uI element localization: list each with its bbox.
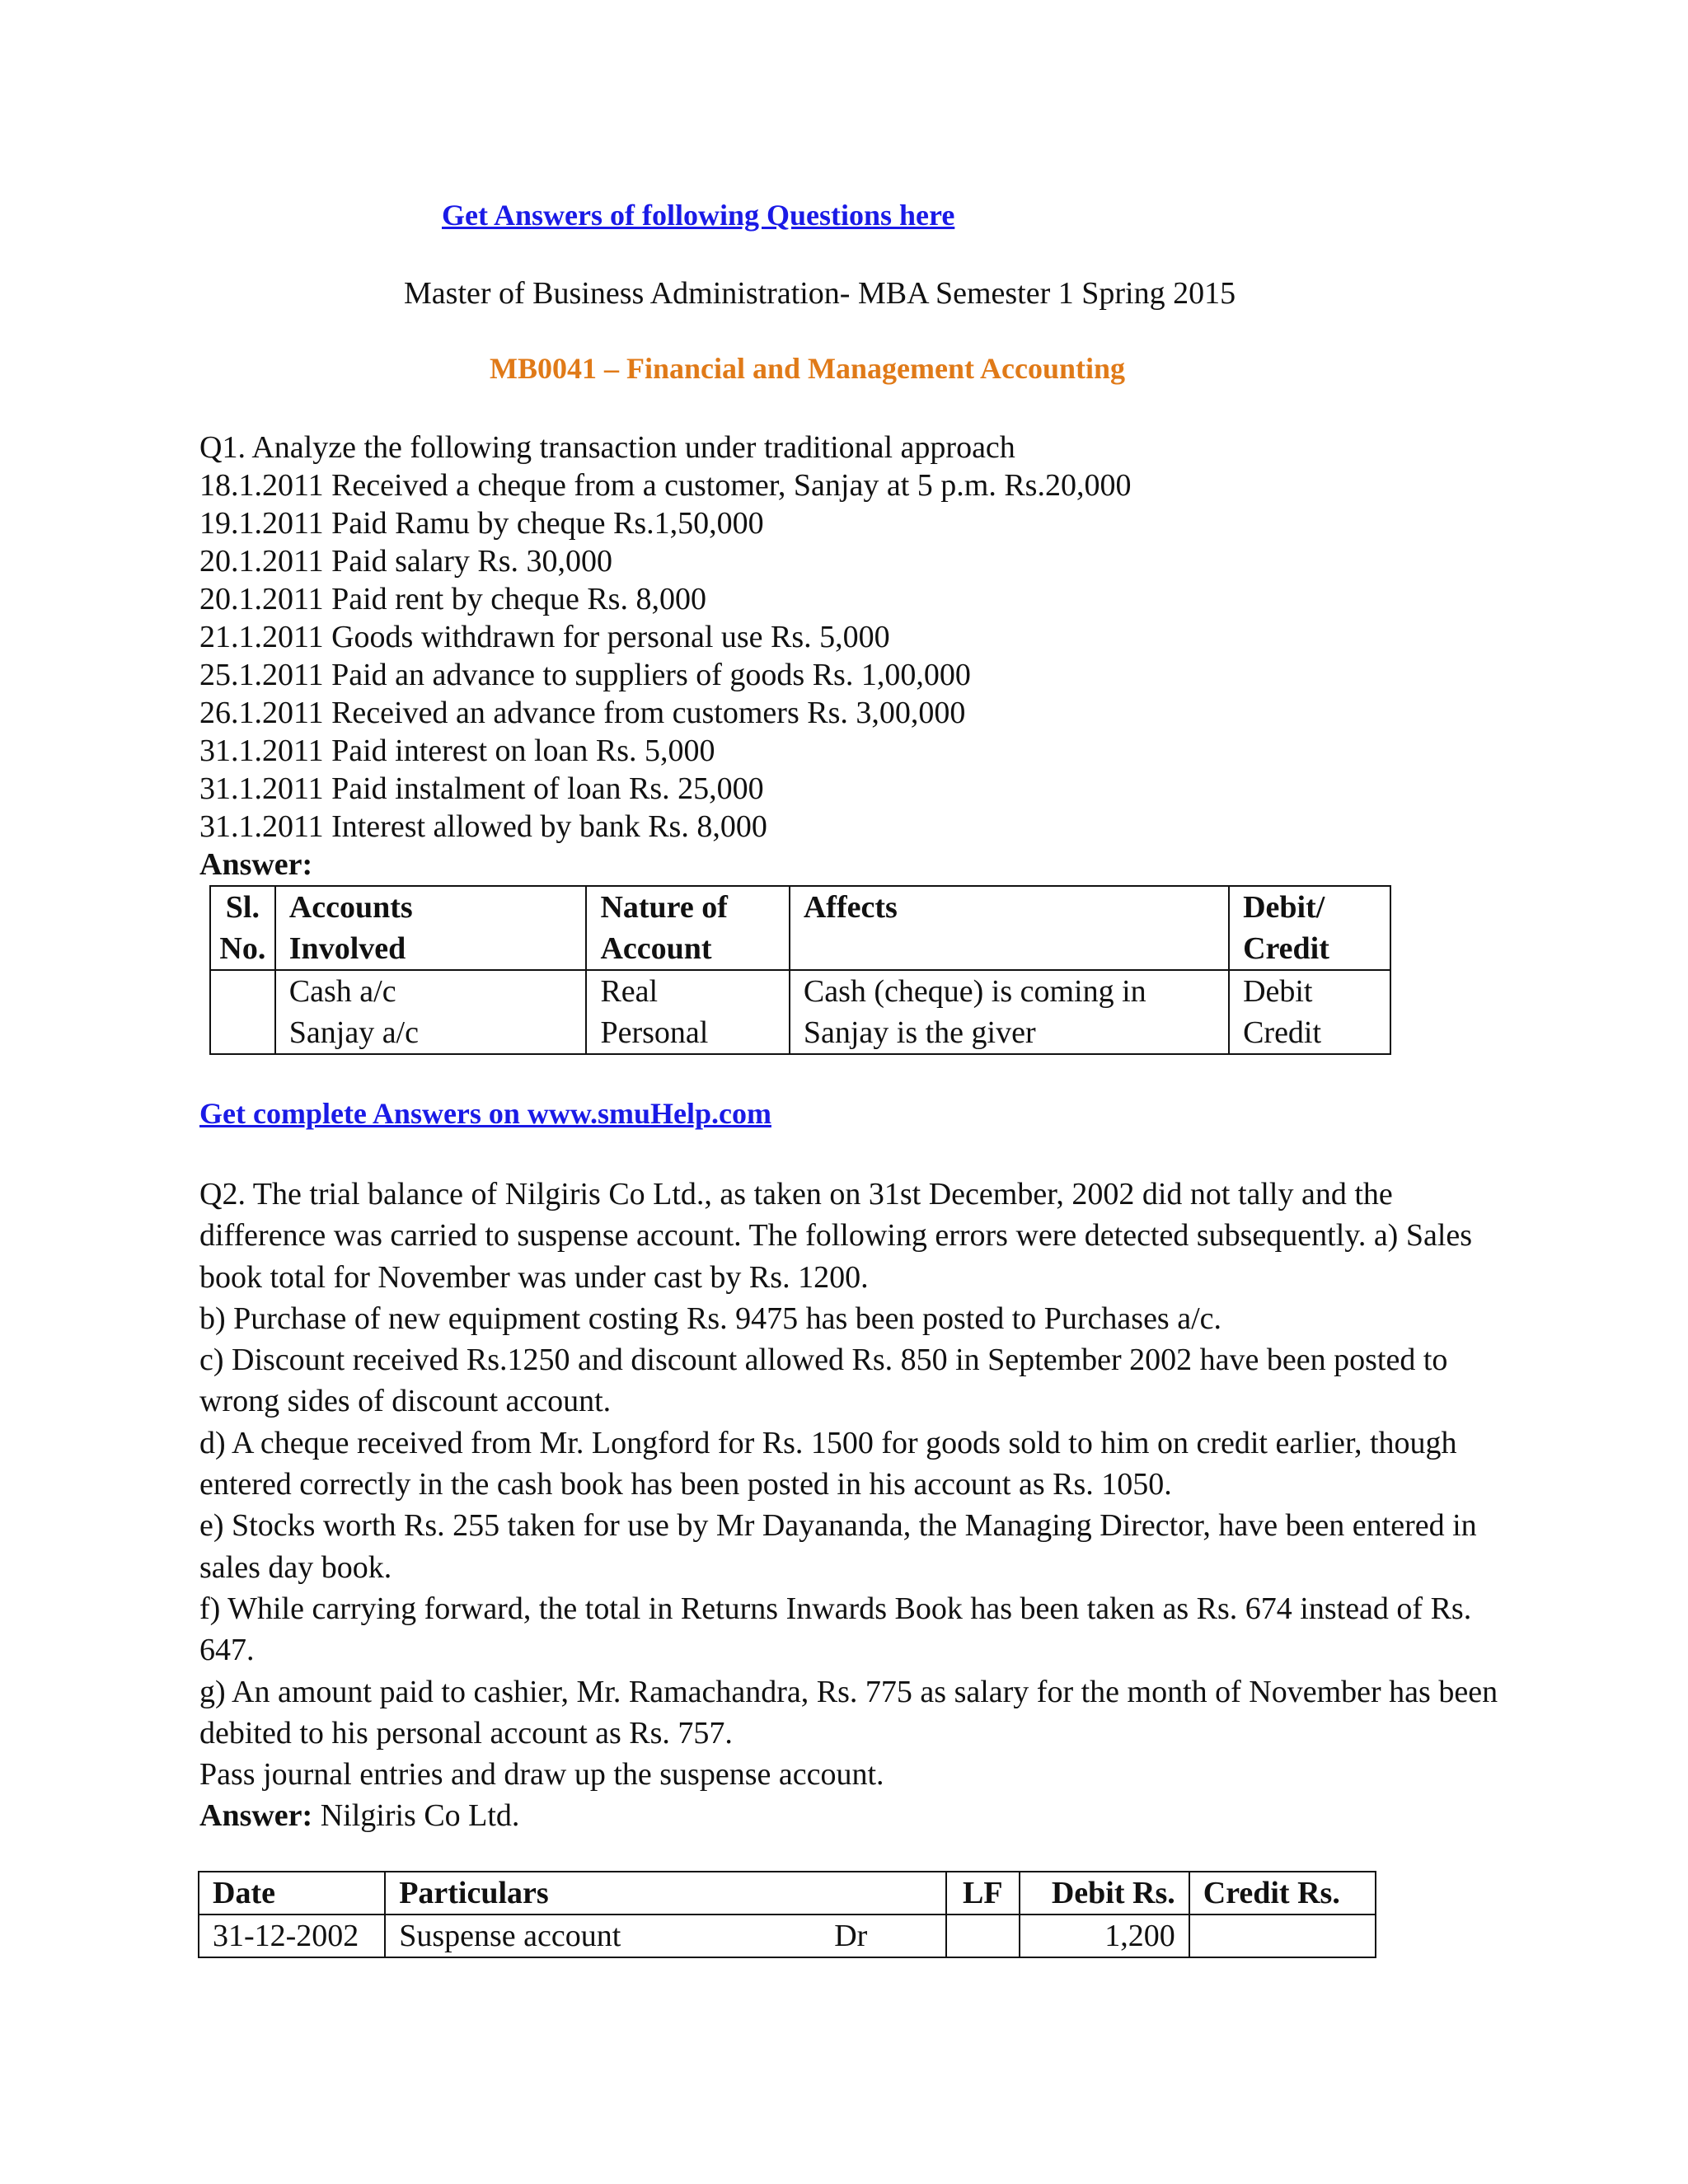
- cell-lf: [946, 1915, 1020, 1957]
- q2-answer-text: Nilgiris Co Ltd.: [312, 1798, 520, 1834]
- header-date: Date: [199, 1872, 385, 1915]
- table-row: [210, 970, 1390, 1054]
- q1-line: 31.1.2011 Interest allowed by bank Rs. 8,000: [199, 809, 767, 844]
- cell-accounts: Cash a/c Sanjay a/c: [275, 970, 587, 1054]
- cell-credit: [1189, 1915, 1376, 1957]
- header-credit: Credit Rs.: [1189, 1872, 1376, 1915]
- journal-table: [198, 1871, 1376, 1958]
- q2-paragraph: Pass journal entries and draw up the suspense account.: [199, 1757, 884, 1793]
- q1-line: Q1. Analyze the following transaction under traditional approach: [199, 430, 1015, 465]
- cell-date: 31-12-2002: [199, 1915, 385, 1957]
- q1-answer-label: Answer:: [199, 847, 313, 882]
- header-affects: Affects: [790, 886, 1229, 970]
- q1-line: 19.1.2011 Paid Ramu by cheque Rs.1,50,000: [199, 506, 764, 541]
- question-1: [199, 429, 1131, 883]
- q2-paragraph: g) An amount paid to cashier, Mr. Ramachandra, Rs. 775 as salary for the month of November has been debited to his personal account as Rs. 757.: [199, 1674, 1498, 1750]
- q1-answer-table: [209, 885, 1391, 1055]
- table-row: [199, 1915, 1376, 1957]
- particulars-text: Suspense account: [399, 1919, 621, 1953]
- header-debit-credit: Debit/ Credit: [1229, 886, 1390, 970]
- complete-answers-link[interactable]: Get complete Answers on www.smuHelp.com: [199, 1097, 771, 1130]
- q1-line: 20.1.2011 Paid rent by cheque Rs. 8,000: [199, 582, 706, 616]
- q1-line: 31.1.2011 Paid instalment of loan Rs. 25,000: [199, 771, 764, 806]
- header-accounts-involved: Accounts Involved: [275, 886, 587, 970]
- q1-line: 18.1.2011 Received a cheque from a customer, Sanjay at 5 p.m. Rs.20,000: [199, 468, 1132, 503]
- question-2: [199, 1174, 1502, 1837]
- q2-answer: [199, 1795, 1502, 1836]
- q2-paragraph: f) While carrying forward, the total in Returns Inwards Book has been taken as Rs. 674 instead of Rs. 647.: [199, 1591, 1472, 1668]
- get-answers-link[interactable]: Get Answers of following Questions here: [442, 199, 955, 232]
- table-header-row: [210, 886, 1390, 970]
- q2-paragraph: e) Stocks worth Rs. 255 taken for use by Mr Dayananda, the Managing Director, have been entered in sales day book.: [199, 1508, 1477, 1585]
- header-nature-of-account: Nature of Account: [586, 886, 789, 970]
- q2-paragraph: c) Discount received Rs.1250 and discount allowed Rs. 850 in September 2002 have been posted to wrong sides of discount account.: [199, 1343, 1448, 1419]
- cell-affects: Cash (cheque) is coming in Sanjay is the giver: [790, 970, 1229, 1054]
- header-particulars: Particulars: [385, 1872, 946, 1915]
- table-header-row: [199, 1872, 1376, 1915]
- q1-line: 20.1.2011 Paid salary Rs. 30,000: [199, 544, 613, 579]
- q2-answer-label: Answer:: [199, 1798, 313, 1834]
- program-title: Master of Business Administration- MBA Semester 1 Spring 2015: [404, 276, 1236, 311]
- header-debit: Debit Rs.: [1020, 1872, 1189, 1915]
- q1-line: 21.1.2011 Goods withdrawn for personal use Rs. 5,000: [199, 620, 890, 654]
- header-lf: LF: [946, 1872, 1020, 1915]
- course-title: MB0041 – Financial and Management Accounting: [490, 352, 1126, 385]
- q2-paragraph: Q2. The trial balance of Nilgiris Co Ltd., as taken on 31st December, 2002 did not tally and the difference was carried to suspense account. The following errors were detected subsequently. a) Sales book total for November was under cast by Rs. 1200.: [199, 1177, 1473, 1295]
- dr-marker: Dr: [834, 1919, 868, 1953]
- q1-line: 25.1.2011 Paid an advance to suppliers of goods Rs. 1,00,000: [199, 658, 971, 692]
- q2-paragraph: b) Purchase of new equipment costing Rs. 9475 has been posted to Purchases a/c.: [199, 1301, 1222, 1336]
- cell-particulars: [385, 1915, 946, 1957]
- cell-debit: 1,200: [1020, 1915, 1189, 1957]
- q1-line: 26.1.2011 Received an advance from customers Rs. 3,00,000: [199, 696, 966, 730]
- header-sl-no: Sl. No.: [210, 886, 275, 970]
- cell-sl-no: [210, 970, 275, 1054]
- cell-nature: Real Personal: [586, 970, 789, 1054]
- cell-debit-credit: Debit Credit: [1229, 970, 1390, 1054]
- q2-paragraph: d) A cheque received from Mr. Longford for Rs. 1500 for goods sold to him on credit earlier, though entered correctly in the cash book has been posted in his account as Rs. 1050.: [199, 1425, 1457, 1502]
- q1-line: 31.1.2011 Paid interest on loan Rs. 5,000: [199, 733, 715, 768]
